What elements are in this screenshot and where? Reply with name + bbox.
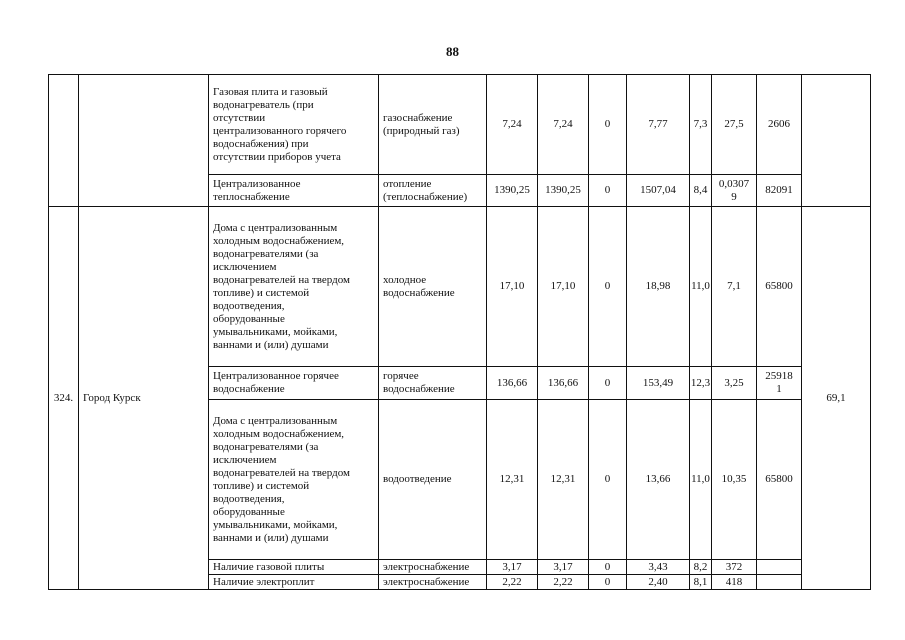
value-cell: 18,98 — [627, 207, 690, 367]
service-cell: холодное водоснабжение — [379, 207, 487, 367]
city-name: Город Курск — [79, 207, 209, 590]
tariff-table — [48, 74, 871, 590]
value-cell — [757, 575, 802, 590]
value-cell: 1390,25 — [538, 175, 589, 207]
value-cell: 7,24 — [487, 75, 538, 175]
value-cell: 10,35 — [712, 400, 757, 560]
table-row — [49, 75, 871, 175]
service-cell: горячее водоснабжение — [379, 367, 487, 400]
description-cell: Наличие газовой плиты — [209, 560, 379, 575]
value-cell: 136,66 — [538, 367, 589, 400]
value-cell: 3,17 — [538, 560, 589, 575]
description-cell: Газовая плита и газовый водонагреватель (при отсутствии централизованного горячего водоснабжения) при отсутствии приборов учета — [209, 75, 379, 175]
value-cell: 12,31 — [538, 400, 589, 560]
value-cell — [757, 560, 802, 575]
value-cell: 418 — [712, 575, 757, 590]
service-cell: газоснабжение (природный газ) — [379, 75, 487, 175]
value-cell: 13,66 — [627, 400, 690, 560]
value-cell: 0 — [589, 575, 627, 590]
value-cell: 7,1 — [712, 207, 757, 367]
row-index: 324. — [49, 207, 79, 590]
value-cell: 65800 — [757, 400, 802, 560]
value-cell: 2,22 — [538, 575, 589, 590]
value-cell: 0 — [589, 367, 627, 400]
value-cell: 0 — [589, 560, 627, 575]
value-cell: 1390,25 — [487, 175, 538, 207]
value-cell: 12,3 — [690, 367, 712, 400]
value-cell: 2,22 — [487, 575, 538, 590]
value-cell: 153,49 — [627, 367, 690, 400]
value-cell: 2606 — [757, 75, 802, 175]
service-cell: электроснабжение — [379, 575, 487, 590]
index-cell-empty — [49, 75, 79, 207]
value-cell: 0 — [589, 175, 627, 207]
value-cell: 27,5 — [712, 75, 757, 175]
description-cell: Наличие электроплит — [209, 575, 379, 590]
service-cell: водоотведение — [379, 400, 487, 560]
value-cell: 7,24 — [538, 75, 589, 175]
value-cell: 0 — [589, 207, 627, 367]
description-cell: Централизованное теплоснабжение — [209, 175, 379, 207]
value-cell: 8,2 — [690, 560, 712, 575]
value-cell: 25918 1 — [757, 367, 802, 400]
city-cell-empty — [79, 75, 209, 207]
description-cell: Дома с централизованным холодным водоснабжением, водонагревателями (за исключением водонагревателей на твердом топливе) и системой водоотведения, оборудованные умывальниками, мойками, ваннами и (или) душами — [209, 400, 379, 560]
value-cell: 65800 — [757, 207, 802, 367]
description-cell: Дома с централизованным холодным водоснабжением, водонагревателями (за исключением водонагревателей на твердом топливе) и системой водоотведения, оборудованные умывальниками, мойками, ваннами и (или) душами — [209, 207, 379, 367]
value-cell: 136,66 — [487, 367, 538, 400]
description-cell: Централизованное горячее водоснабжение — [209, 367, 379, 400]
value-cell: 7,3 — [690, 75, 712, 175]
value-cell: 0 — [589, 400, 627, 560]
value-cell: 12,31 — [487, 400, 538, 560]
value-cell: 17,10 — [487, 207, 538, 367]
value-cell: 82091 — [757, 175, 802, 207]
value-cell: 7,77 — [627, 75, 690, 175]
extra-cell-empty — [802, 75, 871, 207]
value-cell: 0,0307 9 — [712, 175, 757, 207]
value-cell: 3,17 — [487, 560, 538, 575]
table-row — [49, 207, 871, 367]
group-total-value: 69,1 — [802, 207, 871, 590]
value-cell: 8,4 — [690, 175, 712, 207]
service-cell: отопление (теплоснабжение) — [379, 175, 487, 207]
value-cell: 2,40 — [627, 575, 690, 590]
service-cell: электроснабжение — [379, 560, 487, 575]
value-cell: 17,10 — [538, 207, 589, 367]
value-cell: 1507,04 — [627, 175, 690, 207]
value-cell: 372 — [712, 560, 757, 575]
value-cell: 8,1 — [690, 575, 712, 590]
value-cell: 3,43 — [627, 560, 690, 575]
value-cell: 11,0 — [690, 207, 712, 367]
value-cell: 11,0 — [690, 400, 712, 560]
page-number: 88 — [446, 44, 459, 59]
value-cell: 0 — [589, 75, 627, 175]
value-cell: 3,25 — [712, 367, 757, 400]
